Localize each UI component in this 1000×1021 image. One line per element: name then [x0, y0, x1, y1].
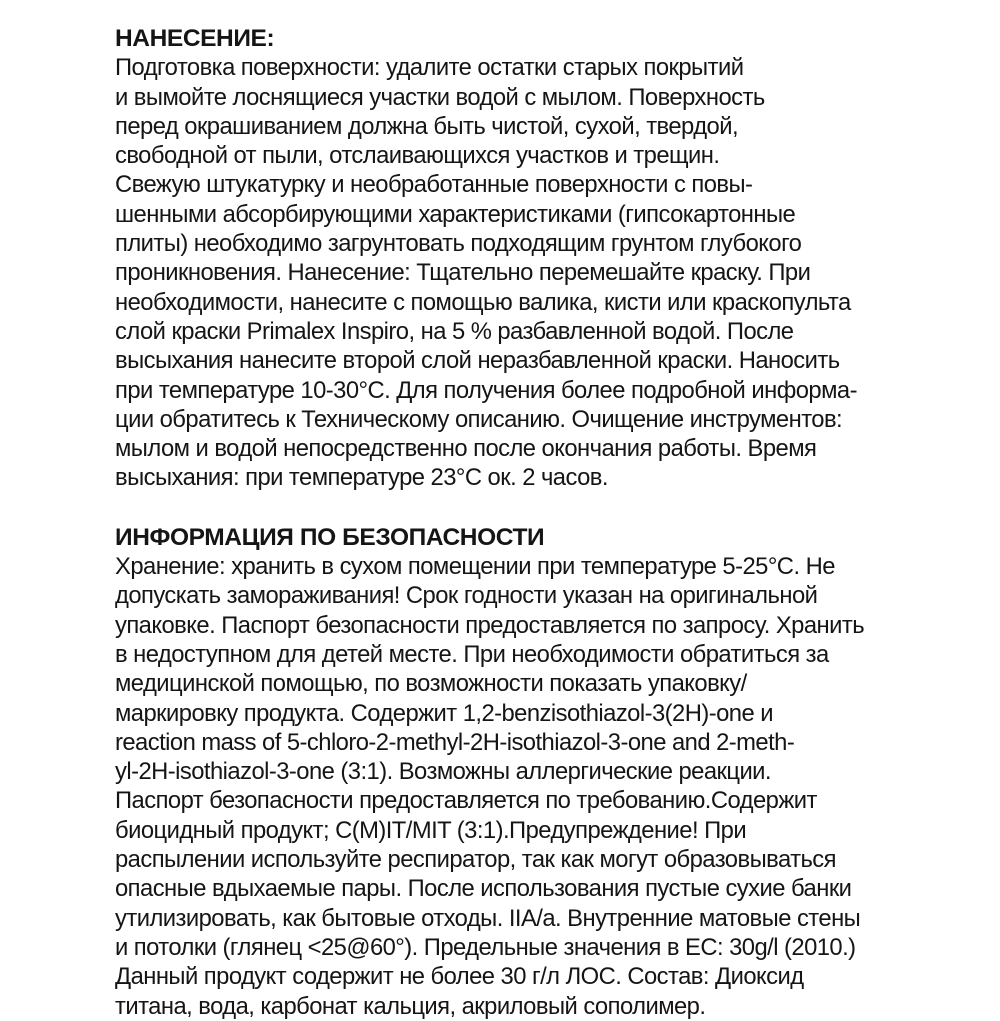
text-line: ции обратитесь к Техническому описанию. Очищение инструментов:: [115, 405, 843, 433]
text-line: reaction mass of 5-chloro-2-methyl-2H-isothiazol-3-one and 2-meth-: [115, 728, 795, 756]
text-line: свободной от пыли, отслаивающихся участков и трещин.: [115, 142, 720, 170]
text-line: плиты) необходимо загрунтовать подходящим грунтом глубокого: [115, 230, 802, 258]
text-line: маркировку продукта. Содержит 1,2-benzisothiazol-3(2H)-one и: [115, 699, 773, 727]
text-line: мылом и водой непосредственно после окончания работы. Время: [115, 435, 817, 463]
text-line: Данный продукт содержит не более 30 г/л ЛОС. Состав: Диоксид: [115, 963, 804, 991]
text-line: утилизировать, как бытовые отходы. IIA/a. Внутренние матовые стены: [115, 904, 861, 932]
section-heading-safety: ИНФОРМАЦИЯ ПО БЕЗОПАСНОСТИ: [115, 523, 545, 551]
text-line: Подготовка поверхности: удалите остатки старых покрытий: [115, 54, 744, 82]
text-line: высыхания нанесите второй слой неразбавленной краски. Наносить: [115, 347, 840, 375]
text-line: упаковке. Паспорт безопасности предоставляется по запросу. Хранить: [115, 611, 865, 639]
text-line: распылении используйте респиратор, так как могут образовываться: [115, 846, 836, 874]
text-line: медицинской помощью, по возможности показать упаковку/: [115, 670, 747, 698]
text-line: титана, вода, карбонат кальция, акриловый сополимер.: [115, 992, 706, 1020]
text-line: Хранение: хранить в сухом помещении при температуре 5-25°C. Не: [115, 553, 835, 581]
text-line: и вымойте лоснящиеся участки водой с мылом. Поверхность: [115, 83, 765, 111]
section-heading-application: НАНЕСЕНИЕ:: [115, 25, 275, 52]
text-line: yl-2H-isothiazol-3-one (3:1). Возможны аллергические реакции.: [115, 758, 771, 786]
section-application: [115, 24, 960, 493]
text-line: в недоступном для детей месте. При необходимости обратиться за: [115, 640, 829, 668]
section-safety: [115, 523, 960, 1021]
text-line: опасные вдыхаемые пары. После использования пустые сухие банки: [115, 875, 852, 903]
section-body-application: [115, 53, 960, 492]
text-line: при температуре 10-30°C. Для получения более подробной информа-: [115, 376, 857, 404]
text-line: слой краски Primalex Inspiro, на 5 % разбавленной водой. После: [115, 317, 794, 345]
text-line: и потолки (глянец <25@60°). Предельные значения в ЕС: 30g/l (2010.): [115, 933, 856, 961]
text-line: перед окрашиванием должна быть чистой, сухой, твердой,: [115, 112, 739, 140]
text-line: допускать замораживания! Срок годности указан на оригинальной: [115, 582, 818, 610]
text-line: Паспорт безопасности предоставляется по требованию.Содержит: [115, 787, 817, 815]
text-line: шенными абсорбирующими характеристиками (гипсокартонные: [115, 200, 796, 228]
text-line: высыхания: при температуре 23°C ок. 2 часов.: [115, 464, 608, 492]
text-line: биоцидный продукт; C(M)IT/MIT (3:1).Предупреждение! При: [115, 816, 747, 844]
text-line: необходимости, нанесите с помощью валика, кисти или краскопульта: [115, 288, 851, 316]
text-line: Свежую штукатурку и необработанные поверхности с повы-: [115, 171, 753, 199]
section-body-safety: [115, 552, 960, 1021]
text-line: проникновения. Нанесение: Тщательно перемешайте краску. При: [115, 259, 811, 287]
